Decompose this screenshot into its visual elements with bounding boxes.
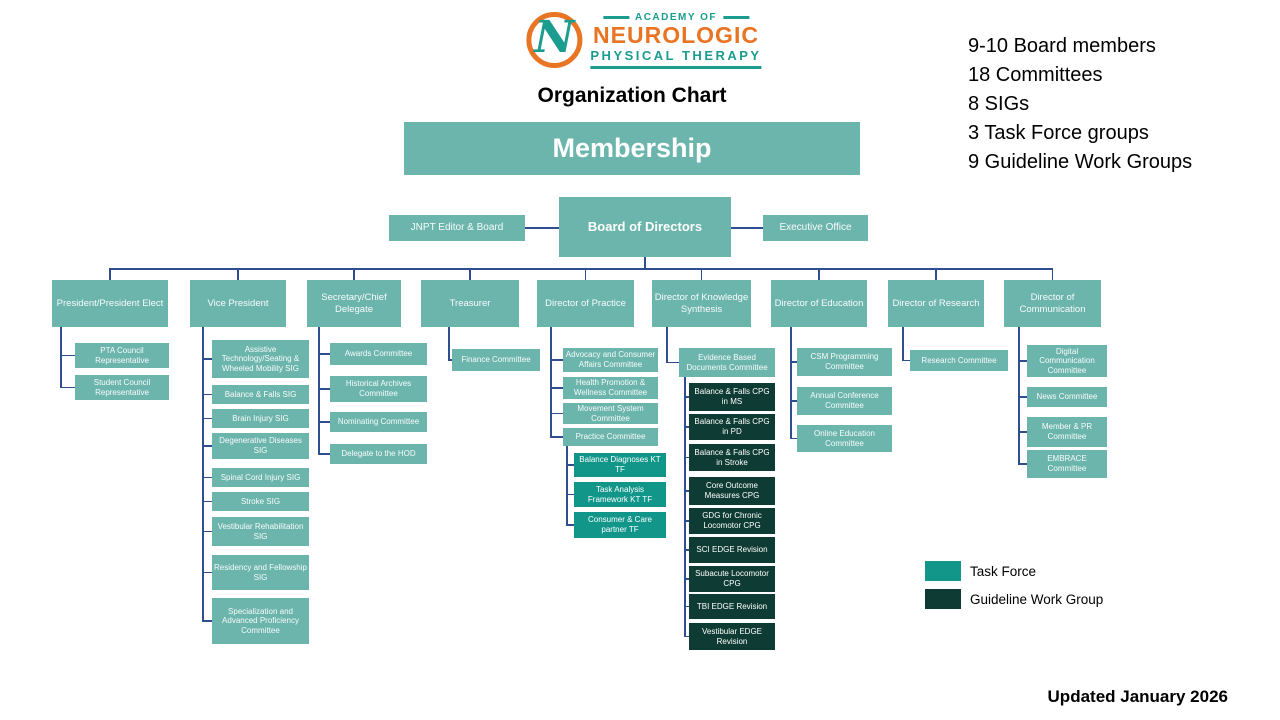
org-box-label: Historical Archives Committee — [345, 379, 412, 398]
org-box-label: Director of Communication — [1019, 292, 1086, 315]
org-box-label: Balance Diagnoses KT TF — [579, 455, 661, 474]
connector-line — [60, 387, 75, 389]
updated-date: Updated January 2026 — [1047, 687, 1228, 706]
org-box — [212, 468, 309, 487]
org-box — [689, 537, 775, 563]
org-box — [574, 482, 666, 507]
task-force-swatch — [925, 561, 961, 581]
stat-board-members: 9-10 Board members — [968, 35, 1156, 57]
org-box — [452, 349, 540, 371]
org-box — [574, 512, 666, 538]
org-box — [421, 280, 519, 327]
org-box-label: Health Promotion & Wellness Committee — [573, 378, 648, 397]
org-box — [689, 383, 775, 411]
connector-line — [566, 524, 574, 526]
org-box — [797, 348, 892, 376]
connector-line — [550, 387, 563, 389]
org-box — [689, 594, 775, 619]
org-box-label: Awards Committee — [344, 349, 413, 359]
connector-line — [318, 353, 330, 355]
org-box-label: TBI EDGE Revision — [696, 601, 768, 611]
org-box-label: Annual Conference Committee — [810, 391, 879, 410]
connector-line — [731, 227, 763, 229]
org-box-label: Task Analysis Framework KT TF — [587, 484, 653, 504]
connector-line — [666, 362, 679, 364]
membership-label: Membership — [552, 133, 712, 163]
connector-line — [550, 359, 563, 361]
logo-physical-therapy-label: PHYSICAL THERAPY — [590, 48, 762, 64]
connector-line — [202, 327, 204, 621]
org-box-label: Spinal Cord Injury SIG — [220, 472, 301, 482]
org-box — [771, 280, 867, 327]
connector-line — [644, 257, 646, 268]
connector-line — [202, 394, 212, 396]
org-box — [689, 477, 775, 505]
connector-line — [202, 501, 212, 503]
org-box — [689, 623, 775, 650]
org-box — [212, 598, 309, 644]
connector-line — [318, 388, 330, 390]
org-box-label: EMBRACE Committee — [1047, 454, 1087, 473]
org-box — [679, 348, 775, 377]
connector-line — [202, 445, 212, 447]
logo-academy-of-label: ACADEMY OF — [634, 12, 718, 23]
connector-line — [60, 355, 75, 357]
jnpt-editor-board-label: JNPT Editor & Board — [410, 222, 504, 233]
org-box — [330, 444, 427, 464]
org-box-label: Finance Committee — [461, 355, 531, 365]
org-box-label: Practice Committee — [575, 432, 646, 442]
org-box — [212, 433, 309, 459]
legend — [925, 561, 1103, 617]
guideline-work-group-swatch — [925, 589, 961, 609]
connector-line — [110, 268, 1053, 270]
org-box — [1027, 387, 1107, 407]
org-box-label: Student Council Representative — [93, 377, 151, 397]
org-box-label: Secretary/Chief Delegate — [321, 292, 387, 315]
org-box-label: Vice President — [207, 297, 269, 309]
org-box-label: PTA Council Representative — [95, 345, 149, 365]
org-box-label: Balance & Falls CPG in PD — [694, 417, 770, 436]
org-box — [212, 385, 309, 404]
connector-line — [109, 268, 111, 280]
org-box — [52, 280, 168, 327]
org-box — [689, 566, 775, 592]
jnpt-editor-board-box — [389, 215, 525, 241]
connector-line — [550, 413, 563, 415]
org-box — [212, 340, 309, 378]
org-box-label: Director of Education — [774, 297, 864, 309]
org-box-label: Member & PR Committee — [1041, 422, 1093, 441]
logo-neurologic-label: NEUROLOGIC — [593, 22, 759, 48]
connector-line — [585, 268, 587, 280]
org-box — [1004, 280, 1101, 327]
connector-line — [60, 327, 62, 388]
org-box — [652, 280, 751, 327]
org-box — [888, 280, 984, 327]
org-box-label: Degenerative Diseases SIG — [219, 436, 302, 455]
org-box — [1027, 450, 1107, 478]
connector-line — [318, 421, 330, 423]
org-box — [797, 387, 892, 415]
org-box — [212, 517, 309, 546]
connector-line — [1018, 360, 1027, 362]
connector-line — [684, 377, 686, 637]
org-box — [212, 555, 309, 590]
org-box-label: Nominating Committee — [337, 417, 420, 427]
org-box — [307, 280, 401, 327]
connector-line — [666, 327, 668, 363]
stat-task-forces: 3 Task Force groups — [968, 122, 1149, 144]
org-box-label: President/President Elect — [56, 297, 164, 309]
org-box — [574, 453, 666, 477]
org-box — [563, 403, 658, 424]
connector-line — [902, 327, 904, 361]
org-box-label: Research Committee — [921, 355, 997, 365]
connector-line — [935, 268, 937, 280]
connector-line — [1018, 396, 1027, 398]
connector-line — [202, 358, 212, 360]
connector-line — [1018, 431, 1027, 433]
org-box — [689, 414, 775, 440]
executive-office-box — [763, 215, 868, 241]
org-box-label: Treasurer — [449, 297, 491, 309]
connector-line — [818, 268, 820, 280]
org-box-label: Brain Injury SIG — [232, 413, 289, 423]
connector-line — [566, 494, 574, 496]
org-box-label: News Committee — [1036, 392, 1098, 402]
org-box — [689, 444, 775, 471]
org-box — [212, 492, 309, 511]
connector-line — [701, 268, 703, 280]
org-box — [537, 280, 634, 327]
org-box-label: GDG for Chronic Locomotor CPG — [702, 511, 762, 530]
stat-committees: 18 Committees — [968, 64, 1103, 86]
org-box-label: Vestibular EDGE Revision — [701, 626, 763, 646]
org-box-label: Online Education Committee — [814, 428, 875, 448]
org-box-label: Evidence Based Documents Committee — [686, 352, 768, 372]
org-box-label: SCI EDGE Revision — [696, 545, 768, 555]
connector-line — [790, 400, 797, 402]
org-box — [75, 375, 169, 400]
board-of-directors-box — [559, 197, 731, 257]
page-title: Organization Chart — [537, 84, 727, 107]
org-box-label: Balance & Falls SIG — [224, 389, 297, 399]
connector-line — [202, 531, 212, 533]
stat-sigs: 8 SIGs — [968, 93, 1030, 115]
org-box — [330, 412, 427, 432]
org-box-label: Subacute Locomotor CPG — [695, 569, 769, 588]
connector-line — [1052, 268, 1054, 280]
connector-line — [566, 446, 568, 525]
executive-office-label: Executive Office — [779, 222, 852, 233]
org-box — [75, 343, 169, 368]
connector-line — [202, 418, 212, 420]
connector-line — [318, 327, 320, 454]
org-box-label: Residency and Fellowship SIG — [214, 562, 307, 582]
org-box — [563, 348, 658, 372]
connector-line — [790, 361, 797, 363]
stat-guideline-groups: 9 Guideline Work Groups — [968, 151, 1193, 173]
org-box — [563, 377, 658, 399]
connector-line — [353, 268, 355, 280]
org-box-label: Director of Research — [892, 297, 980, 309]
org-box — [330, 376, 427, 402]
org-box-label: Vestibular Rehabilitation SIG — [217, 521, 304, 541]
connector-line — [790, 327, 792, 439]
org-box-label: Core Outcome Measures CPG — [704, 481, 760, 500]
org-box-label: CSM Programming Committee — [810, 352, 879, 371]
org-box — [910, 350, 1008, 371]
connector-line — [318, 453, 330, 455]
connector-line — [525, 227, 559, 229]
org-box-label: Balance & Falls CPG in Stroke — [694, 447, 770, 467]
connector-line — [902, 360, 910, 362]
org-box-label: Assistive Technology/Seating & Wheeled Mobility SIG — [221, 344, 300, 373]
org-box — [1027, 417, 1107, 447]
org-box-label: Specialization and Advanced Proficiency Committee — [222, 606, 299, 635]
org-box-label: Digital Communication Committee — [1039, 346, 1095, 375]
connector-line — [1018, 463, 1027, 465]
connector-line — [550, 436, 563, 438]
guideline-work-group-label: Guideline Work Group — [970, 591, 1104, 607]
connector-line — [202, 572, 212, 574]
org-box-label: Consumer & Care partner TF — [587, 515, 653, 534]
org-box — [330, 343, 427, 365]
board-of-directors-label: Board of Directors — [587, 219, 703, 235]
connector-line — [237, 268, 239, 280]
task-force-label: Task Force — [970, 563, 1037, 579]
org-box-label: Advocacy and Consumer Affairs Committee — [565, 350, 656, 369]
org-box — [190, 280, 286, 327]
org-box-label: Delegate to the HOD — [341, 449, 416, 459]
org-box-label: Movement System Committee — [577, 403, 644, 423]
connector-line — [448, 327, 450, 360]
org-box — [563, 428, 658, 446]
connector-line — [202, 620, 212, 622]
org-box — [797, 425, 892, 452]
connector-line — [550, 327, 552, 437]
org-box-label: Stroke SIG — [240, 496, 281, 506]
logo-n-letter: N — [534, 12, 575, 64]
legend-item-guideline-work-group — [925, 589, 1103, 609]
org-box-label: Director of Practice — [545, 297, 626, 309]
connector-line — [202, 477, 212, 479]
org-box — [689, 508, 775, 534]
connector-line — [790, 438, 797, 440]
org-box-label: Balance & Falls CPG in MS — [694, 387, 770, 406]
connector-line — [566, 464, 574, 466]
org-box-label: Director of Knowledge Synthesis — [654, 292, 749, 315]
org-box — [1027, 345, 1107, 377]
org-box — [212, 409, 309, 428]
connector-line — [469, 268, 471, 280]
legend-item-task-force — [925, 561, 1103, 581]
